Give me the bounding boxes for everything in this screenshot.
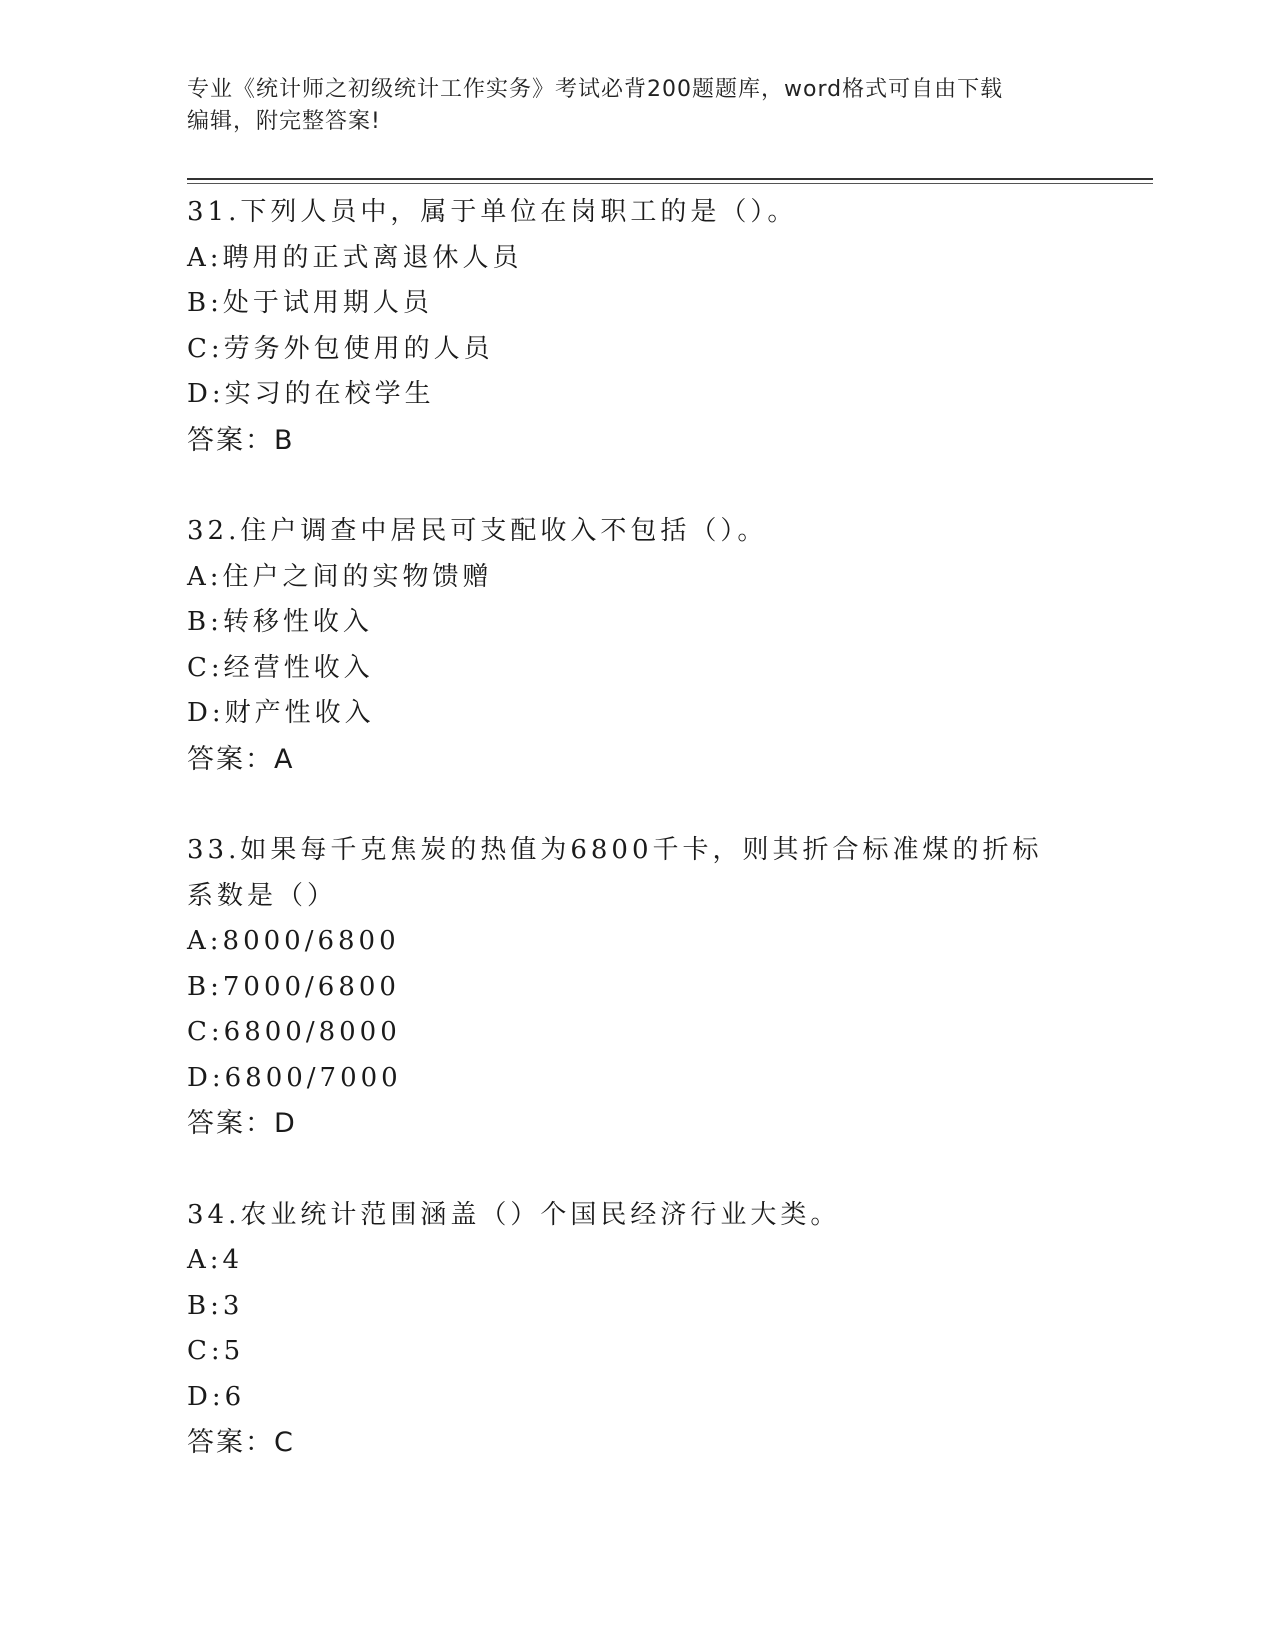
question-block <box>187 190 1087 463</box>
option-b: B:转移性收入 <box>187 607 373 637</box>
option-d: D:6 <box>187 1381 246 1412</box>
question-text: 31.下列人员中，属于单位在岗职工的是（）。 <box>187 197 798 227</box>
question-text: 34.农业统计范围涵盖（）个国民经济行业大类。 <box>187 1199 841 1230</box>
answer-line: 答案：B <box>187 424 295 456</box>
question-block <box>187 509 1087 782</box>
option-b: B:处于试用期人员 <box>187 288 433 318</box>
option-a: A:8000/6800 <box>187 926 400 956</box>
option-c: C:6800/8000 <box>187 1017 401 1047</box>
header-line-2: 编辑，附完整答案! <box>187 109 381 134</box>
option-d: D:6800/7000 <box>187 1062 402 1093</box>
option-c: C:经营性收入 <box>187 652 374 683</box>
option-c: C:劳务外包使用的人员 <box>187 333 494 364</box>
option-b: B:3 <box>187 1290 244 1321</box>
question-list <box>187 190 1087 1466</box>
header-line-1: 专业《统计师之初级统计工作实务》考试必背200题题库，word格式可自由下载 <box>187 77 1004 102</box>
option-d: D:实习的在校学生 <box>187 379 435 409</box>
option-a: A:4 <box>187 1245 244 1275</box>
header-divider-thick <box>187 178 1153 180</box>
header-divider-thin <box>187 183 1153 184</box>
option-c: C:5 <box>187 1336 245 1366</box>
option-a: A:聘用的正式离退休人员 <box>187 242 523 273</box>
question-block <box>187 828 1087 1147</box>
answer-line: 答案：C <box>187 1427 295 1458</box>
question-text: 32.住户调查中居民可支配收入不包括（）。 <box>187 516 768 546</box>
document-header <box>187 74 1077 138</box>
answer-line: 答案：D <box>187 1108 297 1139</box>
answer-line: 答案：A <box>187 743 295 775</box>
question-block <box>187 1193 1087 1466</box>
option-d: D:财产性收入 <box>187 698 375 728</box>
option-a: A:住户之间的实物馈赠 <box>187 561 493 592</box>
option-b: B:7000/6800 <box>187 971 400 1002</box>
question-text: 33.如果每千克焦炭的热值为6800千卡，则其折合标准煤的折标系数是（） <box>187 835 1043 911</box>
